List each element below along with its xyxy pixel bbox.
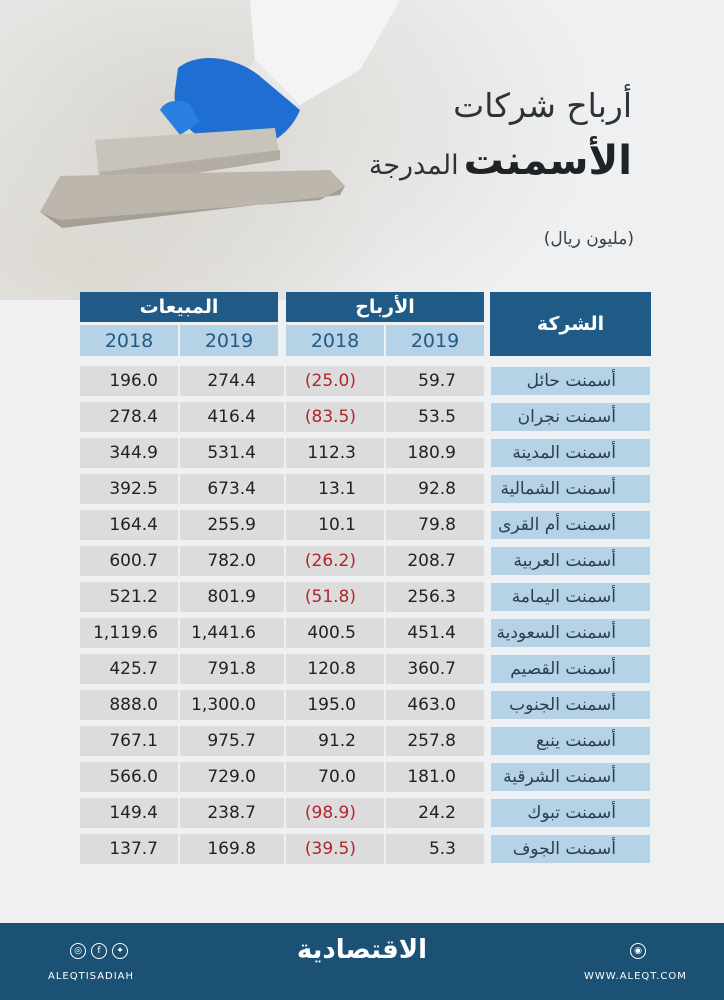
globe-icon: ◉: [630, 943, 646, 959]
profit-2018: 91.2: [286, 726, 384, 756]
table-row: [0, 400, 724, 436]
profit-2018: (51.8): [286, 582, 384, 612]
profit-2018: (83.5): [286, 402, 384, 432]
table-row: [0, 832, 724, 868]
facebook-icon[interactable]: f: [91, 943, 107, 959]
profit-2018: 400.5: [286, 618, 384, 648]
profit-2019: 180.9: [386, 438, 484, 468]
table-row: [0, 436, 724, 472]
sales-2019: 782.0: [180, 546, 284, 576]
company-name: أسمنت اليمامة: [490, 582, 651, 612]
profit-2019: 360.7: [386, 654, 484, 684]
company-name: أسمنت السعودية: [490, 618, 651, 648]
table-row: [0, 652, 724, 688]
sales-2018: 278.4: [80, 402, 178, 432]
website-link[interactable]: WWW.ALEQT.COM: [584, 971, 687, 982]
profit-2019: 53.5: [386, 402, 484, 432]
header-profits: الأرباح: [286, 292, 484, 322]
company-name: أسمنت القصيم: [490, 654, 651, 684]
profit-2018: 13.1: [286, 474, 384, 504]
table-row: [0, 580, 724, 616]
company-name: أسمنت تبوك: [490, 798, 651, 828]
table-row: [0, 472, 724, 508]
sales-2019: 1,441.6: [180, 618, 284, 648]
company-name: أسمنت الجنوب: [490, 690, 651, 720]
profit-2019: 5.3: [386, 834, 484, 864]
header-company: الشركة: [490, 292, 651, 356]
profit-2018: (26.2): [286, 546, 384, 576]
title-listed: المدرجة: [368, 150, 459, 181]
sales-2018: 767.1: [80, 726, 178, 756]
profit-2018: 195.0: [286, 690, 384, 720]
profit-2019: 24.2: [386, 798, 484, 828]
sales-2018: 566.0: [80, 762, 178, 792]
sales-2019: 531.4: [180, 438, 284, 468]
company-name: أسمنت ينبع: [490, 726, 651, 756]
table-row: [0, 364, 724, 400]
sales-2018: 521.2: [80, 582, 178, 612]
profit-2018: (25.0): [286, 366, 384, 396]
title-line-2: [272, 138, 632, 184]
sales-2018: 1,119.6: [80, 618, 178, 648]
title-cement: الأسمنت: [463, 138, 632, 184]
profit-2019: 59.7: [386, 366, 484, 396]
title-line-1: أرباح شركات: [453, 86, 632, 125]
profit-2018: (98.9): [286, 798, 384, 828]
profit-2019: 463.0: [386, 690, 484, 720]
footer: [0, 923, 724, 1000]
sales-2019: 975.7: [180, 726, 284, 756]
profit-2018: 10.1: [286, 510, 384, 540]
sales-2019: 238.7: [180, 798, 284, 828]
profit-2019: 451.4: [386, 618, 484, 648]
table-row: [0, 724, 724, 760]
sales-2018: 600.7: [80, 546, 178, 576]
twitter-icon[interactable]: ✦: [112, 943, 128, 959]
table-body: [0, 364, 724, 868]
table-row: [0, 616, 724, 652]
company-name: أسمنت الجوف: [490, 834, 651, 864]
profit-2019: 92.8: [386, 474, 484, 504]
sales-2019: 729.0: [180, 762, 284, 792]
profit-2019: 208.7: [386, 546, 484, 576]
sales-2018: 392.5: [80, 474, 178, 504]
company-name: أسمنت العربية: [490, 546, 651, 576]
table-row: [0, 508, 724, 544]
company-name: أسمنت حائل: [490, 366, 651, 396]
sales-2018: 164.4: [80, 510, 178, 540]
company-name: أسمنت المدينة: [490, 438, 651, 468]
profit-2018: 70.0: [286, 762, 384, 792]
social-handle[interactable]: ALEQTISADIAH: [48, 971, 135, 982]
sales-2019: 416.4: [180, 402, 284, 432]
company-name: أسمنت نجران: [490, 402, 651, 432]
profit-2019: 256.3: [386, 582, 484, 612]
profit-2019: 181.0: [386, 762, 484, 792]
sales-2019: 169.8: [180, 834, 284, 864]
profit-2019: 257.8: [386, 726, 484, 756]
sales-2018: 425.7: [80, 654, 178, 684]
profit-2019: 79.8: [386, 510, 484, 540]
sales-2018: 137.7: [80, 834, 178, 864]
sales-2019: 791.8: [180, 654, 284, 684]
sales-2019: 801.9: [180, 582, 284, 612]
instagram-icon[interactable]: ◎: [70, 943, 86, 959]
table-row: [0, 544, 724, 580]
profit-2018: 112.3: [286, 438, 384, 468]
sales-2019: 1,300.0: [180, 690, 284, 720]
table-row: [0, 796, 724, 832]
sales-2018: 196.0: [80, 366, 178, 396]
unit-label: (مليون ريال): [543, 229, 634, 249]
table-row: [0, 760, 724, 796]
sales-2019: 274.4: [180, 366, 284, 396]
profit-2018: (39.5): [286, 834, 384, 864]
header-sales-2018: 2018: [80, 325, 178, 356]
header-sales: المبيعات: [80, 292, 278, 322]
company-name: أسمنت الشمالية: [490, 474, 651, 504]
header-sales-2019: 2019: [180, 325, 278, 356]
company-name: أسمنت الشرقية: [490, 762, 651, 792]
sales-2019: 673.4: [180, 474, 284, 504]
sales-2018: 888.0: [80, 690, 178, 720]
header-profits-2019: 2019: [386, 325, 484, 356]
brand-logo: الاقتصادية: [296, 935, 428, 965]
header-profits-2018: 2018: [286, 325, 384, 356]
sales-2018: 344.9: [80, 438, 178, 468]
sales-2019: 255.9: [180, 510, 284, 540]
company-name: أسمنت أم القرى: [490, 510, 651, 540]
table-row: [0, 688, 724, 724]
profit-2018: 120.8: [286, 654, 384, 684]
sales-2018: 149.4: [80, 798, 178, 828]
